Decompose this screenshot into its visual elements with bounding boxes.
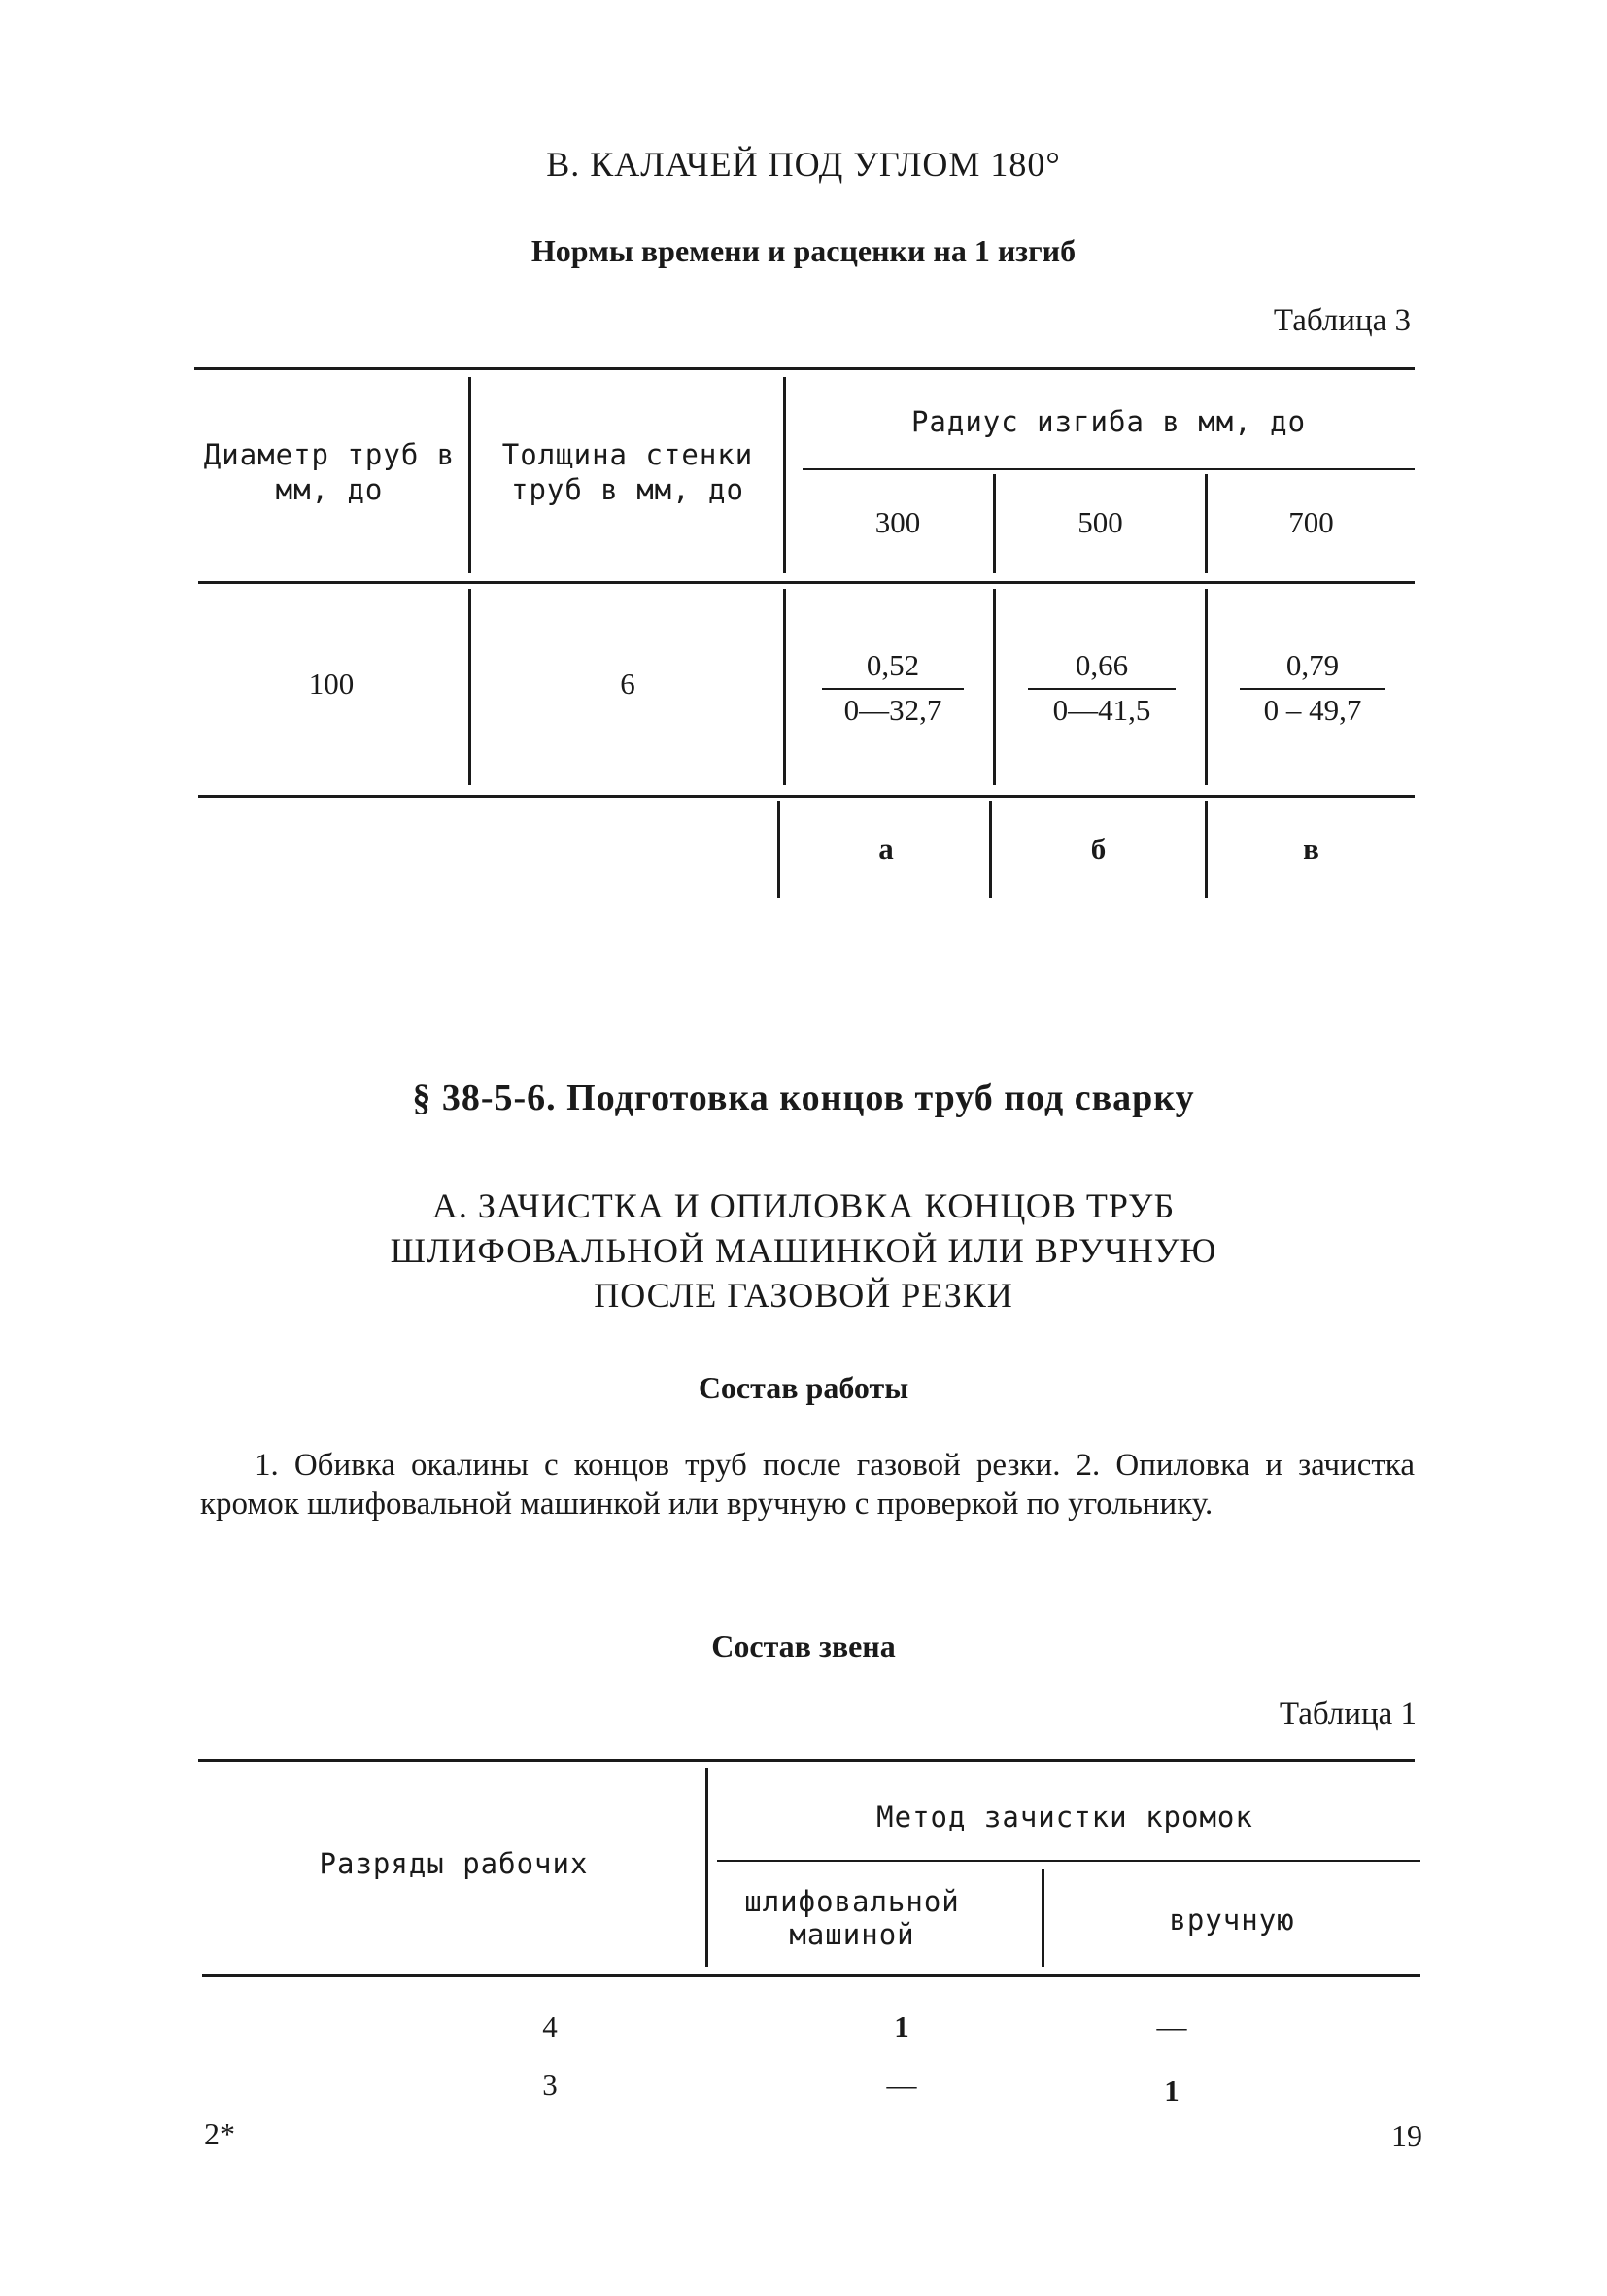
table-3-header-diameter: Диаметр труб в мм, до <box>203 438 456 506</box>
norm-time: 0,52 <box>866 648 920 682</box>
table-1-header-rule <box>202 1974 1420 1977</box>
table-1-header-machine: шлифовальной машиной <box>744 1885 960 1951</box>
table-3-radius-300: 300 <box>874 505 921 539</box>
table-3-label: Таблица 3 <box>1273 303 1411 338</box>
page-number: 19 <box>1391 2118 1422 2153</box>
table-1-row-manual: 1 <box>1164 2073 1180 2108</box>
table-1-row-machine: 1 <box>894 2009 909 2043</box>
table-3-vrule <box>1205 589 1208 785</box>
table-3-cell-700 <box>1240 647 1385 729</box>
table-1-method-rule <box>717 1860 1420 1862</box>
work-composition-text <box>200 1446 1415 1524</box>
table-3-cell-diameter: 100 <box>308 667 355 701</box>
table-3-body-rule <box>198 795 1415 798</box>
table-1-top-rule <box>198 1759 1415 1762</box>
table-3-cell-thickness: 6 <box>620 667 635 701</box>
work-composition-body: 1. Обивка окалины с концов труб после газовой резки. 2. Опиловка и зачистка кромок шлифовальной машинкой или вручную с проверкой по угольнику. <box>200 1448 1415 1522</box>
section-38-subheading <box>0 1183 1607 1318</box>
table-3-radius-rule <box>803 468 1415 470</box>
section-b-title: В. КАЛАЧЕЙ ПОД УГЛОМ 180° <box>546 145 1061 184</box>
table-3-vrule <box>993 589 996 785</box>
subheading-line: А. ЗАЧИСТКА И ОПИЛОВКА КОНЦОВ ТРУБ <box>431 1186 1176 1225</box>
table-1-label: Таблица 1 <box>1279 1696 1417 1731</box>
rate: 0—32,7 <box>822 688 964 729</box>
table-1-row-machine: — <box>886 2068 917 2102</box>
table-3-radius-700: 700 <box>1288 505 1334 539</box>
rate: 0—41,5 <box>1028 688 1176 729</box>
subheading-line: ШЛИФОВАЛЬНОЙ МАШИНКОЙ ИЛИ ВРУЧНУЮ <box>390 1231 1217 1270</box>
section-38-heading: § 38-5-6. Подготовка концов труб под сварку <box>412 1078 1195 1118</box>
table-3-cell-300 <box>822 647 964 729</box>
table-1-header-grades: Разряды рабочих <box>319 1847 589 1880</box>
table-1-row-manual: — <box>1156 2009 1187 2043</box>
table-3-vrule <box>777 801 780 898</box>
table-3-header-thickness: Толщина стенки труб в мм, до <box>501 438 754 506</box>
norm-time: 0,66 <box>1075 648 1129 682</box>
subheading-line: ПОСЛЕ ГАЗОВОЙ РЕЗКИ <box>594 1276 1013 1315</box>
table-3-vrule <box>783 377 786 573</box>
table-1-vrule <box>705 1768 708 1967</box>
norm-time: 0,79 <box>1285 648 1340 682</box>
table-3-top-rule <box>194 367 1415 370</box>
table-3-index-b: б <box>1090 832 1107 866</box>
table-3-header-rule <box>198 581 1415 584</box>
work-composition-title: Состав работы <box>698 1370 909 1405</box>
table-3-header-radius: Радиус изгиба в мм, до <box>910 405 1307 438</box>
table-1-header-method: Метод зачистки кромок <box>876 1800 1253 1833</box>
crew-composition-title: Состав звена <box>711 1628 896 1663</box>
table-3-index-v: в <box>1303 832 1319 866</box>
table-3-cell-500 <box>1028 647 1176 729</box>
table-1-row-grade: 4 <box>542 2009 558 2043</box>
signature-mark: 2* <box>204 2116 235 2151</box>
table-3-vrule <box>468 377 471 573</box>
section-b-subtitle: Нормы времени и расценки на 1 изгиб <box>530 233 1077 268</box>
table-1-header-manual: вручную <box>1169 1903 1295 1936</box>
table-1-row-grade: 3 <box>542 2068 558 2102</box>
table-3-vrule <box>783 589 786 785</box>
table-1-vrule <box>1042 1869 1044 1967</box>
table-3-radius-500: 500 <box>1077 505 1123 539</box>
rate: 0 – 49,7 <box>1240 688 1385 729</box>
table-3-vrule <box>468 589 471 785</box>
table-3-index-a: а <box>878 832 894 866</box>
